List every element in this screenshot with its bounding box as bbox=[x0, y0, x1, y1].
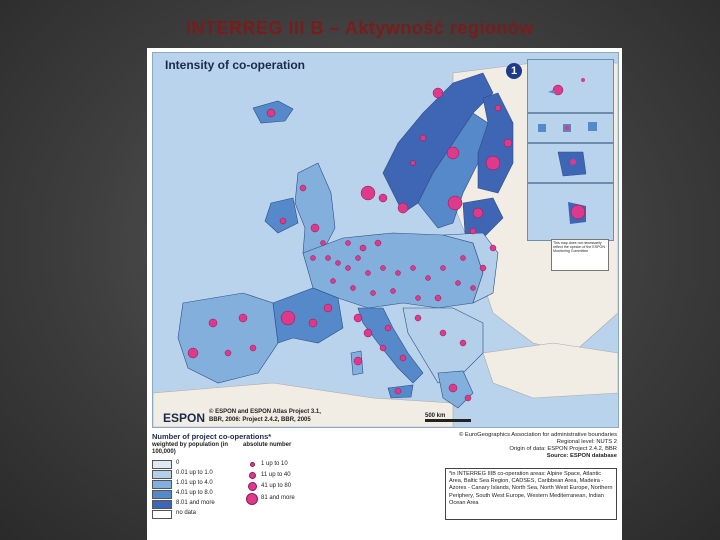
dot bbox=[433, 88, 443, 98]
dot bbox=[490, 245, 496, 251]
dot bbox=[360, 245, 366, 251]
map-credit bbox=[209, 409, 409, 424]
dot bbox=[346, 241, 351, 246]
inset-map-canary bbox=[527, 59, 614, 113]
britain bbox=[295, 163, 335, 253]
ireland bbox=[265, 198, 298, 233]
dot bbox=[356, 256, 361, 261]
dot bbox=[380, 345, 386, 351]
dot bbox=[411, 161, 416, 166]
slide-title: INTERREG III B – Aktywność regionów bbox=[186, 18, 534, 38]
dot bbox=[440, 330, 446, 336]
legend-swatch bbox=[152, 510, 172, 519]
source-line: © EuroGeographics Association for administrative boundaries bbox=[459, 432, 617, 438]
map-number-badge: 1 bbox=[506, 63, 522, 79]
dot bbox=[571, 205, 585, 219]
legend-class-label: 0.01 up to 1.0 bbox=[176, 470, 213, 476]
dot bbox=[460, 340, 466, 346]
legend-dot bbox=[246, 493, 258, 505]
legend-weighted-header: weighted by population (in 100,000) bbox=[152, 442, 228, 455]
dot bbox=[336, 261, 341, 266]
dot bbox=[570, 159, 576, 165]
dot bbox=[565, 126, 570, 131]
legend-class-label: 8.01 and more bbox=[176, 500, 215, 506]
dot bbox=[395, 388, 401, 394]
legend-dot-label: 41 up to 80 bbox=[261, 483, 292, 489]
dot bbox=[416, 296, 421, 301]
dot bbox=[311, 256, 316, 261]
dot bbox=[420, 135, 426, 141]
dot bbox=[456, 281, 461, 286]
legend-swatch bbox=[152, 490, 172, 499]
scale-label: 500 km bbox=[425, 413, 446, 419]
dot bbox=[486, 156, 500, 170]
source-line: Origin of data: ESPON Project 2.4.2, BBR bbox=[509, 446, 617, 452]
dot bbox=[396, 271, 401, 276]
legend-class-label: 1.01 up to 4.0 bbox=[176, 480, 213, 486]
dot bbox=[371, 291, 376, 296]
dot bbox=[470, 228, 476, 234]
scale-bar bbox=[425, 413, 471, 422]
scale-bar-line bbox=[425, 419, 471, 422]
dot bbox=[280, 218, 286, 224]
dot bbox=[281, 311, 295, 325]
dot bbox=[309, 319, 317, 327]
disclaimer-note: This map does not necessarily reflect the opinion of the ESPON Monitoring Committee bbox=[551, 239, 609, 271]
credit-line: BBR, 2006: Project 2.4.2, BBR, 2005 bbox=[209, 416, 311, 423]
inset-map-reunion bbox=[527, 183, 614, 241]
map-poster bbox=[147, 48, 622, 540]
legend-dot-label: 11 up to 40 bbox=[261, 472, 291, 478]
dot bbox=[326, 256, 331, 261]
dot bbox=[465, 395, 471, 401]
inset-map-caribbean bbox=[527, 113, 614, 143]
dot bbox=[354, 314, 362, 322]
dot bbox=[471, 286, 476, 291]
inset-guyane-shapes bbox=[528, 144, 613, 182]
legend-dot bbox=[250, 462, 255, 467]
dot bbox=[448, 196, 462, 210]
dot bbox=[449, 384, 457, 392]
inset-canary-shapes bbox=[528, 60, 613, 112]
dot bbox=[375, 240, 381, 246]
dot bbox=[480, 265, 486, 271]
dot bbox=[188, 348, 198, 358]
dot bbox=[311, 224, 319, 232]
legend-swatch bbox=[152, 470, 172, 479]
dot bbox=[447, 147, 459, 159]
inset-reunion-shapes bbox=[528, 184, 613, 240]
espon-logo: ESPON bbox=[163, 411, 206, 425]
credit-line: © ESPON and ESPON Atlas Project 3.1, bbox=[209, 409, 321, 415]
legend-title: Number of project co-operations* bbox=[152, 432, 272, 441]
legend-dot bbox=[249, 472, 256, 479]
dot bbox=[351, 286, 356, 291]
dot bbox=[364, 329, 372, 337]
dot bbox=[354, 357, 362, 365]
dot bbox=[400, 355, 406, 361]
cooperation-areas-note: *in INTERREG IIIB co-operation areas: Alpine Space, Atlantic Area, Baltic Sea Region, CADSES, Caribbean Area, Madeira - Azores - Canary Islands, North Sea, North West Europe, Northern Periphery, South West Europe, Western Mediterranean, Indian Ocean Area bbox=[445, 468, 617, 520]
dot bbox=[300, 185, 306, 191]
dot bbox=[239, 314, 247, 322]
iberia bbox=[178, 293, 278, 383]
dot bbox=[581, 78, 585, 82]
dot bbox=[331, 279, 336, 284]
dot bbox=[441, 266, 446, 271]
source-block bbox=[409, 432, 617, 460]
dot bbox=[391, 289, 396, 294]
legend-absolute-header: absolute number bbox=[243, 442, 292, 448]
dot bbox=[435, 295, 441, 301]
dot bbox=[379, 194, 387, 202]
dot bbox=[411, 266, 416, 271]
map-frame bbox=[152, 52, 619, 428]
dot bbox=[495, 105, 501, 111]
dot bbox=[426, 276, 431, 281]
dot bbox=[324, 304, 332, 312]
dot bbox=[504, 139, 512, 147]
legend-swatch bbox=[152, 500, 172, 509]
inset-caribbean-shapes bbox=[528, 114, 613, 142]
island-shape bbox=[588, 122, 597, 131]
dot bbox=[361, 186, 375, 200]
dot bbox=[473, 208, 483, 218]
island-shape bbox=[538, 124, 546, 132]
legend-swatch bbox=[152, 460, 172, 469]
dot bbox=[385, 325, 391, 331]
source-line: Regional level: NUTS 2 bbox=[556, 439, 617, 445]
dot bbox=[225, 350, 231, 356]
dot bbox=[346, 266, 351, 271]
legend-dot-label: 81 and more bbox=[261, 495, 295, 501]
inset-map-guyane bbox=[527, 143, 614, 183]
dot bbox=[209, 319, 217, 327]
dot bbox=[321, 241, 326, 246]
source-line: Source: ESPON database bbox=[546, 453, 617, 459]
legend-class-label: no data bbox=[176, 510, 197, 516]
dot bbox=[250, 345, 256, 351]
legend-dot-label: 1 up to 10 bbox=[261, 461, 288, 467]
dot bbox=[415, 315, 421, 321]
legend-swatch bbox=[152, 480, 172, 489]
map-title: Intensity of co-operation bbox=[165, 58, 306, 72]
legend-class-label: 0 bbox=[176, 460, 180, 466]
dot bbox=[461, 256, 466, 261]
dot bbox=[267, 109, 275, 117]
dot bbox=[398, 203, 408, 213]
dot bbox=[381, 266, 386, 271]
dot bbox=[366, 271, 371, 276]
legend-class-label: 4.01 up to 8.0 bbox=[176, 490, 213, 496]
legend-dot bbox=[248, 482, 257, 491]
turkey-land bbox=[483, 343, 618, 398]
